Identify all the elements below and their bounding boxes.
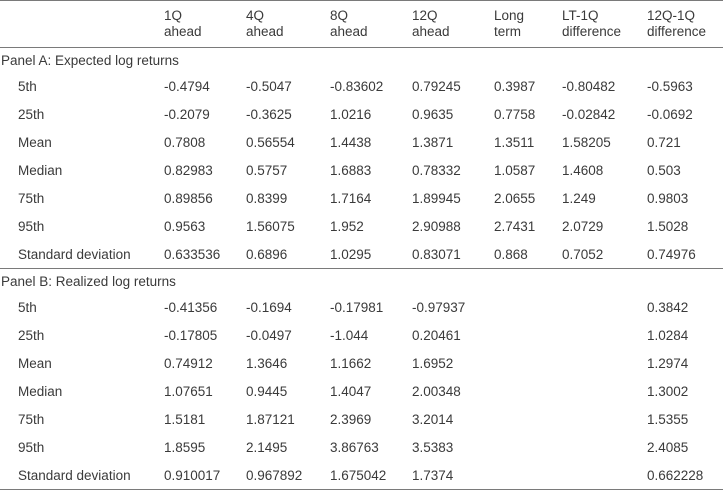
cell-12q-1q: 1.0284	[647, 328, 689, 343]
cell-1q: 0.633536	[160, 241, 242, 269]
table-row	[0, 185, 723, 213]
cell-12q: 1.3871	[412, 135, 454, 150]
cell-4q: 0.5757	[246, 163, 288, 178]
cell-lt-1q	[558, 378, 643, 406]
cell-12q-1q: 0.721	[647, 135, 681, 150]
table-row	[0, 434, 723, 462]
cell-12q-1q: 1.3002	[647, 384, 689, 399]
cell-1q: 0.9563	[164, 219, 206, 234]
table-row	[0, 101, 723, 129]
cell-1q: 1.5181	[164, 412, 206, 427]
cell-12q: 0.20461	[412, 328, 461, 343]
cell-12q: 0.78332	[412, 163, 461, 178]
cell-1q: -0.17805	[164, 328, 218, 343]
panel-title-row	[0, 48, 723, 73]
table-row	[0, 350, 723, 378]
cell-12q-1q: 1.5028	[647, 219, 689, 234]
column-header-8q: 8Q ahead	[326, 1, 408, 48]
cell-12q: 3.5383	[412, 440, 454, 455]
row-label: 5th	[18, 300, 37, 315]
cell-long-term: 0.3987	[494, 79, 536, 94]
cell-12q: 0.83071	[408, 241, 490, 269]
header-row	[0, 1, 723, 48]
cell-4q: 0.56554	[246, 135, 295, 150]
table-row	[0, 157, 723, 185]
table-row	[0, 378, 723, 406]
table-body	[0, 48, 723, 490]
cell-12q: -0.97937	[412, 300, 466, 315]
cell-12q: 1.6952	[412, 356, 454, 371]
cell-lt-1q: 1.249	[562, 191, 596, 206]
table-row	[0, 462, 723, 490]
table-row	[0, 213, 723, 241]
cell-long-term	[490, 434, 558, 462]
row-label: Mean	[18, 356, 52, 371]
column-header-4q: 4Q ahead	[242, 1, 326, 48]
cell-long-term	[490, 322, 558, 350]
cell-long-term: 2.7431	[494, 219, 536, 234]
cell-lt-1q	[558, 322, 643, 350]
cell-long-term: 0.868	[490, 241, 558, 269]
cell-4q: 1.3646	[246, 356, 288, 371]
cell-8q: -1.044	[330, 328, 369, 343]
row-label: 95th	[18, 440, 45, 455]
cell-lt-1q: 1.4608	[562, 163, 604, 178]
column-header-1q: 1Q ahead	[160, 1, 242, 48]
table-row	[0, 406, 723, 434]
cell-12q: 0.9635	[412, 107, 454, 122]
cell-1q: 1.07651	[164, 384, 213, 399]
cell-8q: 1.7164	[330, 191, 372, 206]
cell-long-term: 2.0655	[494, 191, 536, 206]
cell-lt-1q: 1.58205	[562, 135, 611, 150]
cell-8q: -0.83602	[330, 79, 384, 94]
cell-4q: -0.1694	[246, 300, 292, 315]
cell-8q: 1.4047	[330, 384, 372, 399]
cell-lt-1q	[558, 294, 643, 322]
row-label: 25th	[18, 107, 45, 122]
cell-12q: 1.89945	[412, 191, 461, 206]
cell-long-term: 0.7758	[494, 107, 536, 122]
column-header-12q: 12Q ahead	[408, 1, 490, 48]
cell-4q: 2.1495	[246, 440, 288, 455]
cell-12q-1q: 0.74976	[643, 241, 723, 269]
row-label: Standard deviation	[0, 241, 160, 269]
cell-1q: 0.74912	[164, 356, 213, 371]
cell-4q: 0.9445	[246, 384, 288, 399]
cell-lt-1q: -0.02842	[562, 107, 616, 122]
cell-lt-1q: 2.0729	[562, 219, 604, 234]
cell-long-term: 1.0587	[494, 163, 536, 178]
row-label: 75th	[18, 412, 45, 427]
cell-8q: 1.0295	[326, 241, 408, 269]
cell-12q-1q: -0.5963	[647, 79, 693, 94]
cell-4q: -0.5047	[246, 79, 292, 94]
cell-8q: 1.6883	[330, 163, 372, 178]
cell-12q-1q: 0.503	[647, 163, 681, 178]
cell-8q: 1.4438	[330, 135, 372, 150]
row-label: 5th	[18, 79, 37, 94]
cell-12q-1q: 2.4085	[647, 440, 689, 455]
cell-1q: 1.8595	[164, 440, 206, 455]
cell-8q: 1.675042	[326, 462, 408, 490]
cell-lt-1q: 0.7052	[558, 241, 643, 269]
cell-long-term	[490, 350, 558, 378]
cell-12q-1q: 1.2974	[647, 356, 689, 371]
cell-12q: 2.00348	[412, 384, 461, 399]
cell-12q: 0.79245	[412, 79, 461, 94]
cell-long-term	[490, 378, 558, 406]
panel-title: Panel B: Realized log returns	[1, 273, 176, 289]
cell-1q: 0.89856	[164, 191, 213, 206]
cell-8q: 1.952	[330, 219, 364, 234]
cell-4q: 0.8399	[246, 191, 288, 206]
table-row	[0, 241, 723, 269]
cell-long-term: 1.3511	[494, 135, 535, 150]
cell-long-term	[490, 462, 558, 490]
cell-8q: 1.0216	[330, 107, 372, 122]
cell-1q: -0.41356	[164, 300, 218, 315]
cell-1q: 0.82983	[164, 163, 213, 178]
cell-12q: 2.90988	[412, 219, 461, 234]
table-row	[0, 129, 723, 157]
cell-12q: 1.7374	[408, 462, 490, 490]
cell-1q: 0.7808	[164, 135, 206, 150]
cell-12q: 3.2014	[412, 412, 454, 427]
cell-8q: 1.1662	[330, 356, 372, 371]
cell-4q: 0.6896	[242, 241, 326, 269]
cell-lt-1q	[558, 434, 643, 462]
cell-8q: 2.3969	[330, 412, 372, 427]
cell-4q: 1.87121	[246, 412, 295, 427]
cell-lt-1q	[558, 406, 643, 434]
row-label: Mean	[18, 135, 52, 150]
column-header-12q-1q: 12Q-1Q difference	[643, 1, 723, 48]
cell-12q-1q: 1.5355	[647, 412, 689, 427]
row-label: Median	[18, 163, 63, 178]
cell-12q-1q: 0.3842	[647, 300, 689, 315]
panel-title-row	[0, 269, 723, 294]
cell-long-term	[490, 294, 558, 322]
row-label: 75th	[18, 191, 45, 206]
row-label: 25th	[18, 328, 45, 343]
cell-long-term	[490, 406, 558, 434]
cell-4q: 0.967892	[242, 462, 326, 490]
table-row	[0, 73, 723, 101]
row-label: Standard deviation	[0, 462, 160, 490]
row-label: Median	[18, 384, 63, 399]
cell-8q: 3.86763	[330, 440, 379, 455]
column-header-lt-1q: LT-1Q difference	[558, 1, 643, 48]
cell-1q: -0.2079	[164, 107, 210, 122]
column-header-blank	[0, 1, 160, 48]
cell-1q: -0.4794	[164, 79, 210, 94]
cell-1q: 0.910017	[160, 462, 242, 490]
cell-lt-1q	[558, 462, 643, 490]
cell-lt-1q: -0.80482	[562, 79, 616, 94]
cell-8q: -0.17981	[330, 300, 384, 315]
cell-4q: 1.56075	[246, 219, 295, 234]
cell-12q-1q: 0.662228	[643, 462, 723, 490]
cell-lt-1q	[558, 350, 643, 378]
table-row	[0, 322, 723, 350]
column-header-long-term: Long term	[490, 1, 558, 48]
panel-title: Panel A: Expected log returns	[1, 52, 179, 68]
cell-4q: -0.3625	[246, 107, 292, 122]
table-row	[0, 294, 723, 322]
cell-4q: -0.0497	[246, 328, 292, 343]
cell-12q-1q: 0.9803	[647, 191, 689, 206]
row-label: 95th	[18, 219, 45, 234]
cell-12q-1q: -0.0692	[647, 107, 693, 122]
